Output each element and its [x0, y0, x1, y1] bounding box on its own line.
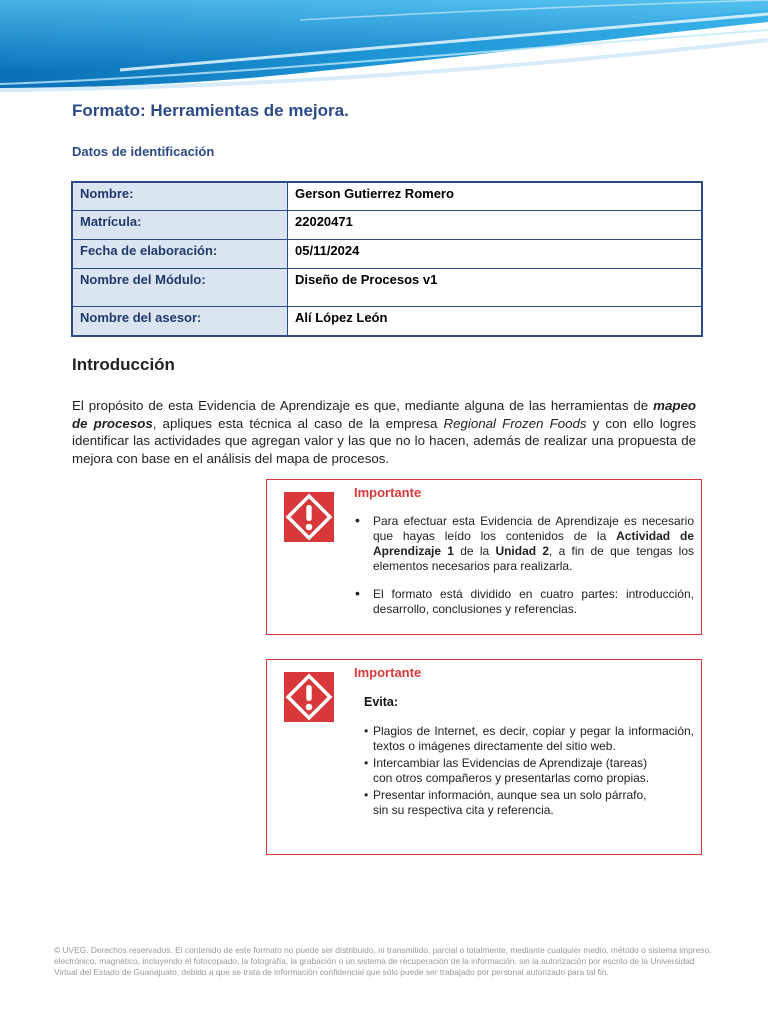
bullet-icon: •	[355, 512, 360, 528]
important-box	[266, 479, 702, 635]
item-text: , a fin de que tengas los elementos necesarios para realizarla.	[373, 544, 694, 573]
item-text: El formato está dividido en cuatro partes: introducción, desarrollo, conclusiones y referencias.	[373, 587, 694, 616]
row-label: Nombre del asesor:	[72, 306, 288, 336]
row-label: Fecha de elaboración:	[72, 239, 288, 268]
row-label: Matrícula:	[72, 210, 288, 239]
intro-emphasis: mapeo de procesos	[72, 398, 696, 431]
bullet-icon: •	[364, 788, 369, 802]
box-title: Importante	[354, 485, 422, 500]
header-banner	[0, 0, 768, 96]
bullet-icon: •	[364, 724, 369, 738]
header-wave-graphic	[0, 0, 768, 96]
table-row	[72, 268, 702, 306]
list-item	[354, 587, 694, 617]
row-value: Gerson Gutierrez Romero	[288, 182, 703, 210]
page-title: Formato: Herramientas de mejora.	[72, 101, 349, 120]
introduction-heading: Introducción	[72, 355, 175, 374]
item-text: de la	[460, 544, 490, 558]
item-text: Plagios de Internet, es decir, copiar y pegar la información, textos o imágenes directamente del sitio web.	[373, 724, 694, 753]
intro-text: El propósito de esta Evidencia de Aprendizaje es que, mediante alguna de las herramientas de	[72, 398, 649, 413]
section-subtitle: Datos de identificación	[72, 144, 215, 159]
bullet-icon: •	[355, 585, 360, 601]
list-item	[354, 514, 694, 574]
bullet-icon: •	[364, 756, 369, 770]
row-value: Alí López León	[288, 306, 703, 336]
avoid-list	[364, 724, 694, 818]
warning-icon	[284, 672, 334, 722]
list-item	[364, 724, 694, 754]
row-value: Diseño de Procesos v1	[288, 268, 703, 306]
row-label: Nombre del Módulo:	[72, 268, 288, 306]
intro-text: y con ello logres identificar las actividades que agregan valor y las que no lo hacen, además de realizar una propuesta de mejora con base en el análisis del mapa de procesos.	[72, 415, 696, 466]
table-row	[72, 239, 702, 268]
avoid-box	[266, 659, 702, 855]
item-bold: Unidad 2	[495, 544, 550, 558]
item-text: con otros compañeros y presentarlas como propias.	[373, 771, 650, 785]
important-list	[354, 514, 694, 617]
list-item	[364, 788, 694, 818]
item-text: Presentar información, aunque sea un solo párrafo,	[373, 788, 647, 802]
item-text: Para efectuar esta Evidencia de Aprendizaje es necesario que hayas leído los contenidos de la	[373, 514, 694, 543]
intro-company: Regional Frozen Foods	[443, 415, 587, 431]
box-title: Importante	[354, 665, 422, 680]
list-item	[364, 756, 694, 786]
item-bold: Actividad de Aprendizaje 1	[373, 529, 694, 558]
row-label: Nombre:	[72, 182, 288, 210]
row-value: 05/11/2024	[288, 239, 703, 268]
intro-text: , apliques esta técnica al caso de la empresa	[152, 415, 438, 431]
introduction-paragraph	[72, 397, 696, 467]
row-value: 22020471	[288, 210, 703, 239]
item-text: sin su respectiva cita y referencia.	[373, 803, 554, 817]
table-row	[72, 210, 702, 239]
identification-table	[71, 181, 703, 337]
item-text: Intercambiar las Evidencias de Aprendizaje (tareas)	[373, 756, 648, 770]
copyright-footer: © UVEG. Derechos reservados. El contenido de este formato no puede ser distribuido, ni transmitido, parcial o totalmente, mediante cualquier medio, método o sistema impreso, electrónico, magnético, incluyendo el fotocopiado, la fotografía, la grabación o un sistema de recuperación de la información, sin la autorización por escrito de la Universidad Virtual del Estado de Guanajuato, debido a que se trata de información confidencial que sólo puede ser trabajado por personal autorizado para tal fin.	[54, 945, 712, 977]
table-row	[72, 306, 702, 336]
table-row	[72, 182, 702, 210]
avoid-subheading: Evita:	[364, 695, 399, 709]
warning-icon	[284, 492, 334, 542]
